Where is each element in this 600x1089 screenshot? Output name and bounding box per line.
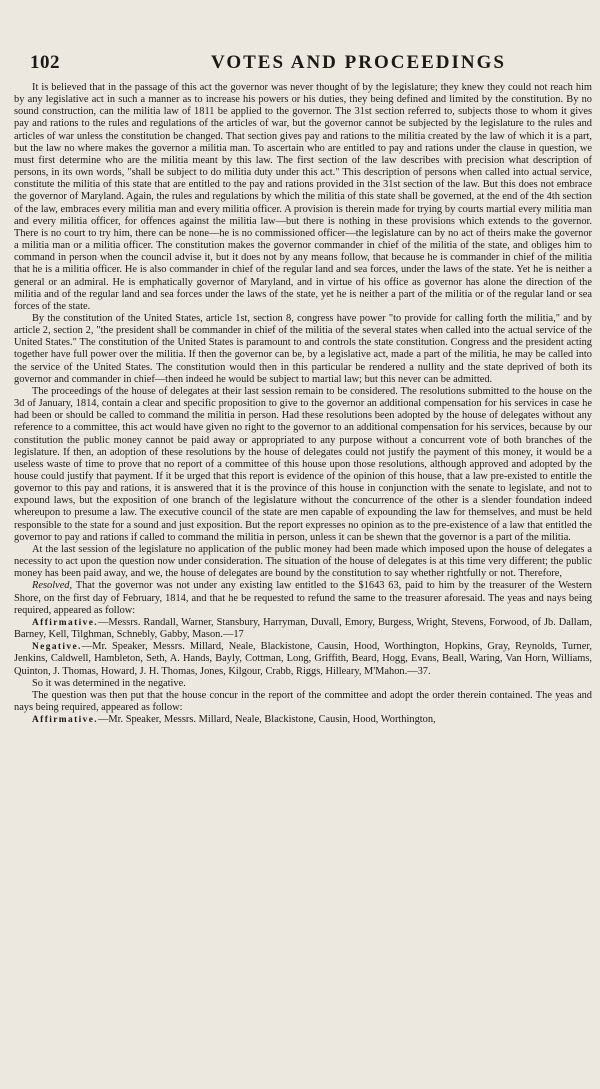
paragraph: At the last session of the legislature no application of the public money had been made which imposed upon the house of delegates a necessity to act upon the question now under consideration. The situation of the house of delegates is at this time very different; the public money has been paid away, and we, the house of delegates are bound by the constitution to say whether rightfully or not. Therefore,: [14, 543, 592, 580]
resolution-text: That the governor was not under any existing law entitled to the $1643 63, paid to him by the treasurer of the Western Shore, on the first day of February, 1814, and that he be requested to refund the same to the treasurer aforesaid. The yeas and nays being required, appeared as follow:: [14, 580, 592, 616]
running-title: VOTES AND PROCEEDINGS: [210, 52, 506, 73]
negative-label: Negative.: [32, 642, 82, 653]
paragraph: It is believed that in the passage of this act the governor was never thought of by the legislature; they knew they could not reach him by any legislative act in such a manner as to increase his powers or his duties, they being defined and limited by the constitution. By no sound construction, can the militia law of 1811 be applied to the governor. The 31st section referred to, subjects those to whom it gives pay and rations to the rules and regulations of the articles of war, but the governor cannot be subjected by the legislature to the rules and articles of war unless the constitution be changed. That section gives pay and rations to the militia created by the law of which it is a part, but the law no where makes the governor a militia man. To ascertain who are entitled to pay and rations under the clause in question, we must first determine who are the militia meant by this law. The first section of the law describes with precision what description of persons, in its own words, "shall be subject to do militia duty under this act." This description of persons when called into actual service, constitute the militia of this state that are entitled to the pay and rations provided in the 31st section of the law. But this does not embrace the governor of Maryland. Again, the rules and regulations by which the militia of this state shall be governed, at the end of the 4th section of the law, embraces every militia man and every militia officer. A provision is therein made for trying by courts martial every militia man and every militia officer, for offences against the militia law—but there is nothing in these provisions which extends to the governor. There is no court to try him, there can be none—he is no commissioned officer—the legislature can by no act of theirs make the governor a militia man or a militia officer. The constitution makes the governor commander in chief of the militia of the state, and obliges him to command in person when the council advise it, but it does not by any means follow, that because he is commander in chief of the militia that he is a militia officer. He is also commander in chief of the regular land and sea forces, under the laws of the state. Yet he is neither a general or an admiral. He is emphatically governor of Maryland, and in virtue of his office as governor has alone the direction of the militia and of the regular land and sea forces under the laws of the state, yet he is neither a part of the militia or of the regular land or sea forces of the state.: [14, 82, 592, 312]
resolution-paragraph: [14, 580, 592, 616]
question-paragraph: The question was then put that the house concur in the report of the committee and adopt the order therein contained. The yeas and nays being required, appeared as follow:: [14, 689, 592, 713]
affirmative-label: Affirmative.: [32, 617, 98, 628]
vote-result: So it was determined in the negative.: [32, 677, 186, 689]
affirmative-label: Affirmative.: [32, 715, 98, 726]
page-header: [30, 52, 582, 80]
resolution-label: Resolved,: [32, 580, 73, 592]
vote-affirmative-1: [14, 617, 592, 641]
affirmative-names: —Mr. Speaker, Messrs. Millard, Neale, Blackistone, Causin, Hood, Worthington,: [98, 714, 436, 726]
body-text: [14, 82, 592, 726]
paragraph: By the constitution of the United States, article 1st, section 8, congress have power "to provide for calling forth the militia," and by article 2, section 2, "the president shall be commander in chief of the militia of the several states when called into the actual service of the United States." The constitution of the United States is paramount to and controls the state constitution. Congress and the president acting together have full power over the militia. If then the governor can be, by a legislative act, made a part of the militia, he may be called into the service of the United States. The constitution would then in this particular be rendered a nullity and the state deprived of both its governor and commander in chief—then indeed he would be subject to martial law; but this never can be admitted.: [14, 312, 592, 385]
vote-negative-1: [14, 641, 592, 677]
paragraph: The proceedings of the house of delegates at their last session remain to be considered. The resolutions submitted to the house on the 3d of January, 1814, contain a clear and specific proposition to give to the governor an additional compensation for his services in case he had been or should be called to command the militia in person. Had these resolutions been adopted by the house of delegates without any reference to a committee, this act would have given no right to the governor to an additional compensation for his services, because by our constitution the public money cannot be paid away or appropriated to any purpose without a concurrent vote of both branches of the legislature. If then, an adoption of these resolutions by the house of delegates could not justify the payment of this money, it would be a useless waste of time to prove that no report of a committee of this house upon those resolutions, although approved and adopted by the house could justify that payment. If it be urged that this report is evidence of the opinion of this house, that a law pre-existed to entitle the governor to this pay and rations, it is answered that it is the province of this house in conjunction with the senate to legislate, and not to expound laws, but the exposition of one branch of the legislature without the concurrence of the other is a slender foundation indeed whereupon to presume a law. The executive council of the state are men capable of expounding the law for themselves, and must be held responsible to the state for a sound and just exposition. But the report expresses no opinion as to the pre-existence of a law that entitled the governor to pay and rations if called to command the militia in person, unless it can be shewn that the governor is a part of the militia.: [14, 385, 592, 543]
negative-names: —Mr. Speaker, Messrs. Millard, Neale, Blackistone, Causin, Hood, Worthington, Hopkins, Gray, Reynolds, Turner, Jenkins, Caldwell, Hambleton, Seth, A. Hands, Bayly, Cottman, Long, Griffith, Beard, Hogg, Evans, Beall, Waring, Van Horn, Williams, Quinton, J. Thomas, Howard, J. H. Thomas, Jones, Kilgour, Crabb, Riggs, Hilleary, M'Mahon.—37.: [14, 641, 592, 677]
affirmative-names: —Messrs. Randall, Warner, Stansbury, Harryman, Duvall, Emory, Burgess, Wright, Stevens, Forwood, of Jb. Dallam, Barney, Kell, Tilghman, Schnebly, Gabby, Mason.—17: [14, 616, 592, 641]
vote-affirmative-2: [14, 714, 592, 726]
page-number: 102: [30, 52, 60, 73]
